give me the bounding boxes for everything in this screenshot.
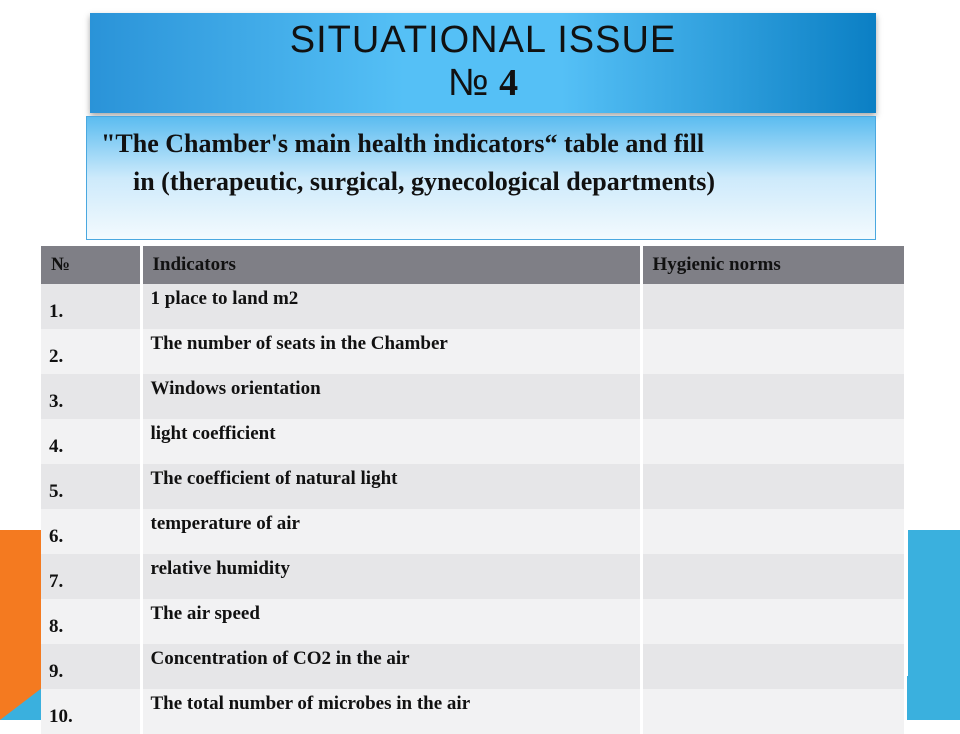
slide-title: SITUATIONAL ISSUE (289, 19, 677, 61)
row-norm-cell[interactable] (641, 689, 905, 734)
table-row (41, 374, 905, 419)
row-number: 3. (41, 374, 141, 419)
task-description-line-2: in (therapeutic, surgical, gynecological departments) (133, 167, 716, 196)
row-number: 5. (41, 464, 141, 509)
table-row (41, 509, 905, 554)
row-norm-cell[interactable] (641, 284, 905, 329)
row-indicator: relative humidity (141, 554, 641, 599)
indicators-table (41, 246, 907, 734)
row-number: 9. (41, 644, 141, 689)
column-header-hygienic-norms: Hygienic norms (641, 246, 905, 284)
table-row (41, 599, 905, 644)
row-number: 4. (41, 419, 141, 464)
row-number: 8. (41, 599, 141, 644)
row-indicator: Concentration of CO2 in the air (141, 644, 641, 689)
table-row (41, 644, 905, 689)
row-norm-cell[interactable] (641, 419, 905, 464)
row-indicator: temperature of air (141, 509, 641, 554)
slide-title-number (90, 61, 876, 105)
number-sign: № (447, 62, 489, 104)
row-indicator: The coefficient of natural light (141, 464, 641, 509)
row-norm-cell[interactable] (641, 644, 905, 689)
table-header-row (41, 246, 905, 284)
row-norm-cell[interactable] (641, 599, 905, 644)
row-number: 10. (41, 689, 141, 734)
row-norm-cell[interactable] (641, 329, 905, 374)
row-norm-cell[interactable] (641, 509, 905, 554)
row-indicator: The air speed (141, 599, 641, 644)
row-number: 7. (41, 554, 141, 599)
slide-title-box (90, 13, 876, 113)
table-row (41, 689, 905, 734)
row-norm-cell[interactable] (641, 554, 905, 599)
issue-number: 4 (499, 62, 519, 104)
row-indicator: The total number of microbes in the air (141, 689, 641, 734)
table-row (41, 284, 905, 329)
row-indicator: light coefficient (141, 419, 641, 464)
task-description (87, 117, 875, 201)
row-number: 1. (41, 284, 141, 329)
row-number: 2. (41, 329, 141, 374)
table-row (41, 329, 905, 374)
row-norm-cell[interactable] (641, 374, 905, 419)
column-header-number: № (41, 246, 141, 284)
table-row (41, 464, 905, 509)
task-description-box (86, 116, 876, 240)
row-indicator: Windows orientation (141, 374, 641, 419)
row-indicator: 1 place to land m2 (141, 284, 641, 329)
column-header-indicators: Indicators (141, 246, 641, 284)
row-number: 6. (41, 509, 141, 554)
row-indicator: The number of seats in the Chamber (141, 329, 641, 374)
table-row (41, 554, 905, 599)
table-row (41, 419, 905, 464)
row-norm-cell[interactable] (641, 464, 905, 509)
task-description-line-1: "The Chamber's main health indicators“ table and fill (101, 129, 705, 158)
